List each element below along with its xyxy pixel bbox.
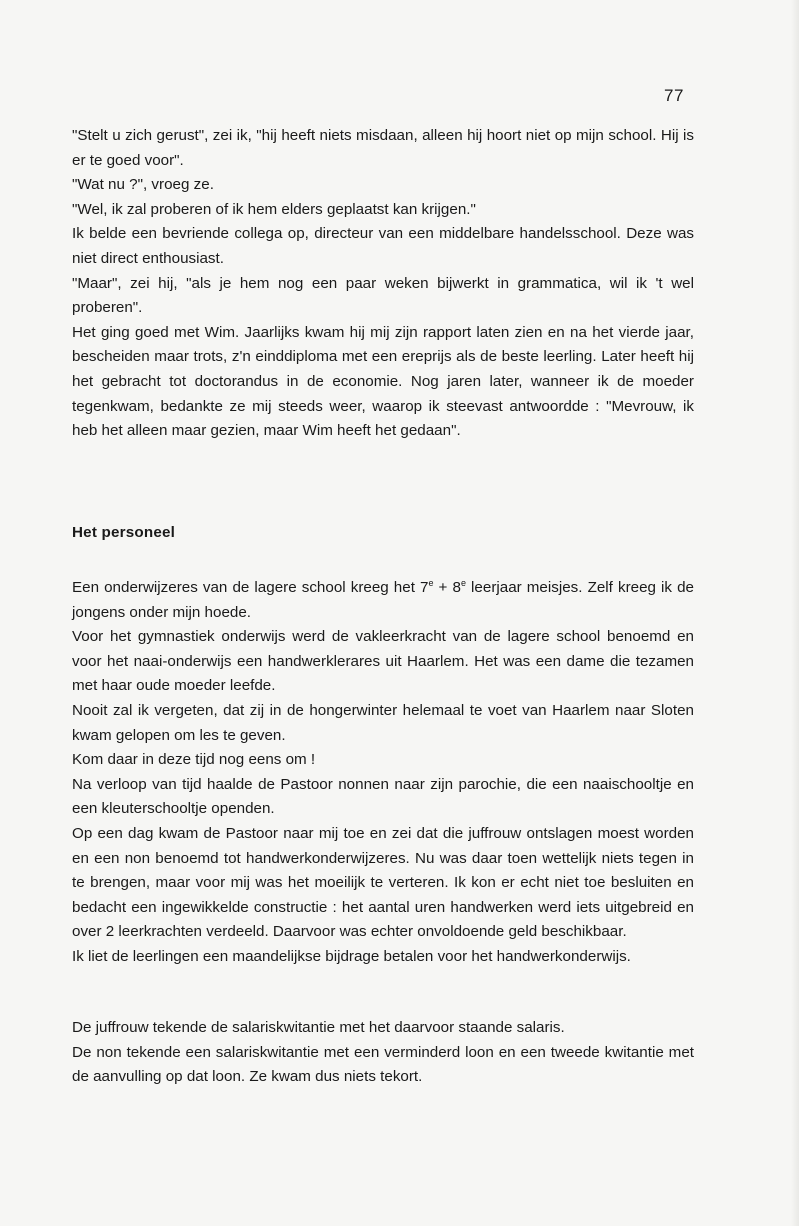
text-run: Een onderwijzeres van de lagere school kreeg het 7 bbox=[72, 579, 429, 596]
text-block-intro bbox=[72, 124, 694, 444]
paragraph-first bbox=[72, 576, 694, 625]
paragraph: Kom daar in deze tijd nog eens om ! bbox=[72, 751, 316, 769]
text-block-salary bbox=[72, 1016, 694, 1090]
paragraph: Ik belde een bevriende collega op, directeur van een middelbare handelsschool. Deze was niet direct enthousiast. bbox=[72, 225, 694, 267]
paragraph: Het ging goed met Wim. Jaarlijks kwam hij mij zijn rapport laten zien en na het vierde jaar, bescheiden maar trots, z'n einddiploma met een ereprijs als de beste leerling. Later heeft hij het gebracht tot doctorandus in de economie. Nog jaren later, wanneer ik de moeder tegenkwam, bedankte ze mij steeds weer, waarop ik steevast antwoordde : "Mevrouw, ik heb het alleen maar gezien, maar Wim heeft het gedaan". bbox=[72, 323, 694, 440]
paragraph: "Wat nu ?", vroeg ze. bbox=[72, 176, 214, 194]
section-heading: Het personeel bbox=[72, 524, 176, 541]
page-edge bbox=[791, 0, 799, 1226]
paragraph: Op een dag kwam de Pastoor naar mij toe en zei dat die juffrouw ontslagen moest worden en een non benoemd tot handwerkonderwijzeres. Nu was daar toen wettelijk niets tegen in te brengen, maar voor mij was het moeilijk te verteren. Ik kon er echt niet toe besluiten en bedacht een ingewikkelde constructie : het aantal uren handwerken werd iets uitgebreid en over 2 leerkrachten verdeeld. Daarvoor was echter onvoldoende geld beschikbaar. bbox=[72, 824, 694, 941]
paragraph: Na verloop van tijd haalde de Pastoor nonnen naar zijn parochie, die een naaischooltje en een kleuterschooltje openden. bbox=[72, 775, 694, 818]
superscript: e bbox=[460, 578, 466, 588]
text-block-personnel bbox=[72, 576, 694, 970]
paragraph: "Maar", zei hij, "als je hem nog een paar weken bijwerkt in grammatica, wil ik 't wel proberen". bbox=[72, 274, 694, 317]
paragraph: Nooit zal ik vergeten, dat zij in de hongerwinter helemaal te voet van Haarlem naar Sloten kwam gelopen om les te geven. bbox=[72, 701, 694, 744]
paragraph: "Wel, ik zal proberen of ik hem elders geplaatst kan krijgen." bbox=[72, 200, 476, 218]
text-run: leerjaar meisjes. Zelf kreeg ik de jongens onder mijn hoede. bbox=[72, 579, 694, 621]
paragraph: "Stelt u zich gerust", zei ik, "hij heeft niets misdaan, alleen hij hoort niet op mijn school. Hij is er te goed voor". bbox=[72, 127, 694, 169]
text-run: + 8 bbox=[433, 579, 461, 596]
paragraph: De juffrouw tekende de salariskwitantie met het daarvoor staande salaris. bbox=[72, 1019, 565, 1036]
paragraph: Ik liet de leerlingen een maandelijkse bijdrage betalen voor het handwerkonderwijs. bbox=[72, 947, 631, 965]
page-number: 77 bbox=[664, 86, 684, 105]
paragraph: De non tekende een salariskwitantie met een verminderd loon en een tweede kwitantie met de aanvulling op dat loon. Ze kwam dus niets tekort. bbox=[72, 1043, 694, 1086]
paragraph: Voor het gymnastiek onderwijs werd de vakleerkracht van de lagere school benoemd en voor het naai-onderwijs een handwerklerares uit Haarlem. Het was een dame die tezamen met haar oude moeder leefde. bbox=[72, 628, 694, 695]
superscript: e bbox=[428, 578, 434, 588]
